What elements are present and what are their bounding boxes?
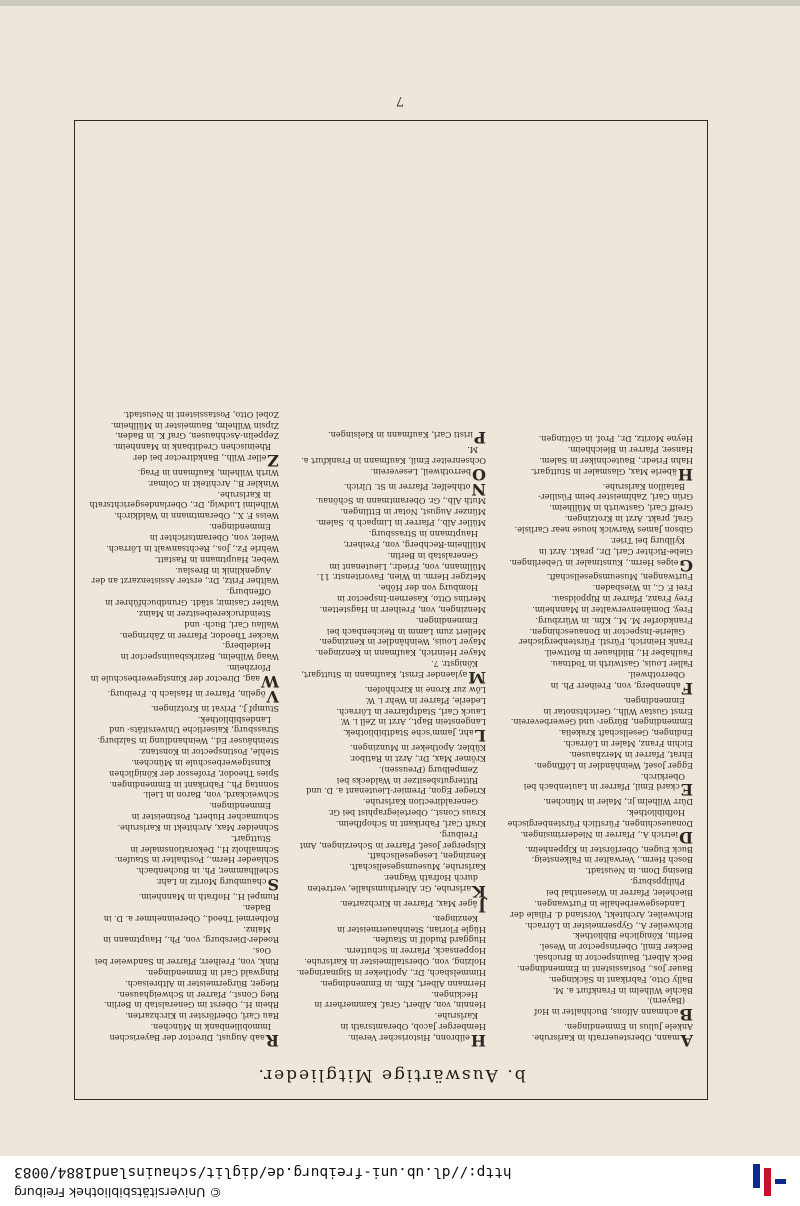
member-entry: Heilbronn, Historischer Verein. — [347, 1031, 486, 1050]
scanned-page — [0, 6, 800, 1156]
member-entry: Frey Franz, Pfarrer in Rippoldsau. — [551, 594, 693, 605]
member-entry: Muth Alb., Gr. Oberamtmann in Schönau. — [315, 496, 486, 507]
member-entry: Furtwangen, Museumsgesellschaft. — [546, 572, 693, 583]
member-entry: Hennin, von, Albert, Graf, Kammerherr in Heckingen. — [314, 989, 486, 1011]
member-entry: Rink, von, Freiherr, Pfarrer in Sandweier bei Oos. — [94, 946, 279, 968]
member-entry: Schmalholz H., Dekorationsmaler in Stuttgart. — [130, 833, 279, 855]
permalink-url[interactable]: http://dl.ub.uni-freiburg.de/diglit/schauinsland1884/0083 — [14, 1164, 512, 1180]
member-column-1 — [503, 433, 693, 1050]
member-entry: Lederle, Pfarrer in Wehr i. W. — [365, 695, 486, 706]
member-entry: Dürr Wilhelm jr., Maler in München. — [543, 797, 693, 808]
member-entry: Hermann Albert, Kfm. in Emmendingen. — [319, 978, 486, 989]
member-entry: Dietrich A., Pfarrer in Niederrimsingen. — [520, 827, 693, 847]
logo-bar-red — [764, 1168, 771, 1196]
member-entry: Schellhammer, Ph. in Buchenbach. — [136, 866, 279, 877]
member-entry: Zobel Otto, Postassistent in Neustadt. — [123, 409, 279, 420]
member-entry: Mayer Heinrich, Kaufmann in Kenzingen. — [315, 648, 486, 659]
member-entry: Müllheim-Rechberg, von, Freiherr, Hauptmann in Strassburg. — [343, 529, 486, 550]
member-entry: Walther Fritz, Dr., erster Assistenzarzt an der Augenklinik in Breslau. — [91, 565, 279, 587]
member-entry: Endingen, Gesellschaft Krakelia. — [558, 728, 693, 739]
member-entry: Bächle Wilhelm in Frankfurt a. M. — [552, 985, 693, 996]
member-column-3 — [89, 409, 279, 1050]
member-entry: Stehle, Postinspector in Konstanz. — [138, 747, 279, 758]
member-entry: Piristi Carl, Kaufmann in Kielsingen. — [328, 428, 486, 448]
member-entry: Graf, prakt. Arzt in Krotzingen. — [564, 514, 693, 525]
section-heading: b. Auswärtige Mitglieder. — [256, 1065, 526, 1085]
member-entry: Münzer August, Notar in Ettlingen. — [340, 507, 486, 518]
university-library-logo[interactable] — [746, 1164, 786, 1196]
member-entry: Langenstein Bapt., Arzt in Zell i. W. — [340, 717, 486, 728]
member-entry: Emmendingen, Bürger- und Gewerbeverein. — [510, 717, 693, 728]
member-entry: Schumacher Hubert, Postmeister in Emmendingen. — [131, 801, 279, 823]
logo-bar-blue-right — [753, 1164, 760, 1188]
member-entry: Rau Carl, Oberförster in Kirchzarten. — [125, 1011, 279, 1022]
member-entry: Kraus Const., Obertelegraphist bei Gr. Generaldirection Karlsruhe. — [328, 797, 486, 819]
member-entry: Ankele Julius in Emmendingen. — [564, 1022, 693, 1033]
member-entry: Faller Louis, Gastwirth in Todtnau. — [549, 659, 693, 670]
member-entry: Spies Theodor, Professor der Königlichen Kunstgewerbeschule in München. — [109, 757, 279, 779]
member-entry: Wirth Wilhelm, Kaufmann in Prag. — [137, 467, 279, 478]
member-entry: Ringwald Carl in Emmendingen. — [145, 967, 279, 978]
member-entry: Zeller Wilh., Bankdirector bei der Rheinischen Creditbank in Mannheim. — [112, 442, 279, 471]
member-entry: Buck Eugen, Oberförster in Kippenheim. — [525, 844, 693, 855]
member-entry: Hoppensack, Pfarrer in Schuttern. — [344, 946, 486, 957]
member-entry: Grün Carl, Zahlmeister beim Füsilier-Bataillon Karlsruhe. — [538, 481, 693, 503]
member-entry: Strassburg, Kaiserliche Universitäts- und Landesbibliothek. — [109, 714, 279, 736]
member-entry: Jäger Max, Pfarrer in Kirchzarten. — [339, 896, 486, 916]
member-entry: Rothermel Theod., Obereinnehmer a. D. in Baden. — [103, 902, 279, 924]
member-entry: Oberrothweil, Leseverein. — [370, 464, 486, 484]
member-entry: Biesing Dom. in Neustadt. — [585, 866, 693, 877]
header-text-block — [14, 1162, 574, 1200]
member-entry: Bichweiler, Architekt, Vorstand d. Filiale der Landesgewerbehalle in Furtwangen. — [510, 898, 693, 920]
member-entry: Himmelsbach, Dr., Apotheker in Sigmaringen. — [296, 967, 486, 978]
member-entry: Krieger Egon, Premier-Lieutenant a. D. und Rittergutsbesitzer in Waldecks bei Zempelburg (Preussen). — [306, 764, 486, 797]
member-entry: Weiler, von, Oberamtsrichter in Emmendingen. — [149, 522, 279, 544]
member-entry: Rieg Const., Pfarrer in Schweighausen. — [117, 989, 279, 1000]
viewer-bottom-edge — [0, 0, 800, 6]
member-entry: Waag Wilhelm, Bezirksbauinspector in Heidelberg. — [120, 641, 279, 663]
member-entry: Häberle Max, Glasmaler in Stuttgart. — [530, 464, 693, 484]
member-entry: Schweickard, von, Baron in Lieli. — [142, 790, 279, 801]
member-entry: Zipsin Wilhelm, Baumeister in Müllheim. — [110, 420, 279, 431]
member-entry: Faulhaber H., Bildhauer in Rottweil. — [543, 648, 693, 659]
member-entry: Schlaeder Herm., Posthalter in Staufen. — [114, 855, 279, 866]
page-frame — [74, 120, 708, 1100]
member-entry: Weber, Hauptmann in Rastatt. — [154, 554, 279, 565]
member-entry: Krömer Max, Dr., Arzt in Ratibor. — [349, 753, 486, 764]
member-entry: Rieger, Bürgermeister in Altbreisach. — [125, 978, 279, 989]
member-entry: Kraft Carl, Fabrikant in Schopfheim. — [335, 818, 486, 829]
member-entry: Roeder-Diersburg, von, Ph., Hauptmann in Mainz. — [103, 924, 279, 946]
member-entry: Steinhäuser Ed., Weinhandlung in Salzburg. — [97, 736, 279, 747]
member-entry: Ehrat, Pfarrer in Merzhausen. — [568, 749, 693, 760]
page-number: 7 — [395, 93, 405, 108]
member-entry: Mayer Louis, Weinhändler in Kenzingen. — [319, 637, 486, 648]
member-entry: Egger Josef, Weinhändler in Löffingen. — [534, 760, 693, 771]
member-entry: Berlin, Königliche Bibliothek. — [572, 931, 693, 942]
member-entry: Rhein H., Oberst im Generalstab in Berlin. — [103, 1000, 279, 1011]
member-entry: Gibson James Warwick house near Carlisle. — [514, 525, 693, 536]
member-entry: Hügle Florian, Steinhauermeister in Kenzingen. — [337, 913, 486, 935]
member-entry: Karlsruhe, Museumsgesellschaft. — [349, 862, 486, 873]
member-entry: Karlsruhe, Gr. Alterthumshalle, vertreten durch Hofrath Wagner. — [307, 873, 486, 902]
member-entry: Mertins Otto, Kasernen-Inspector in Homburg von der Höhe. — [337, 583, 486, 605]
member-entry: Wallau Carl, Buch- und Steindruckereibesitzer in Mainz. — [136, 608, 279, 630]
member-entry: Weiss F. X., Oberamtmann in Waldkirch. — [114, 511, 279, 522]
copyright-notice: © Universitätsbibliothek Freiburg — [14, 1185, 222, 1200]
member-column-2 — [296, 428, 486, 1050]
member-entry: Bachmann Alfons, Buchhalter in Hof (Bayern). — [534, 996, 693, 1025]
member-entry: Schneider Max, Architekt in Karlsruhe. — [117, 822, 279, 833]
member-entry: Hahn Friedr., Bautechniker in Salem. — [539, 455, 693, 466]
member-entry: Schaumburg Moritz in Lahr. — [155, 875, 279, 895]
member-entry: Kilsperger Josef, Pfarrer in Scherzingen, Amt Freiburg. — [299, 829, 486, 851]
member-entry: Maylaender Ernst, Kaufmann in Stuttgart, Königstr. 7. — [301, 659, 486, 687]
member-entry: Fahnenberg, von, Freiherr Ph. in Oberrothweil. — [550, 670, 693, 698]
member-entry: Menzingen, von, Freiherr in Hagstetten. — [319, 604, 486, 615]
member-entry: Frey, Domänenverwalter in Mannheim. — [532, 604, 693, 615]
member-entry: Winkler B., Architekt in Colmar. — [147, 478, 279, 489]
member-entry: Bosch Herm., Verwalter in Falkensteig. — [531, 855, 693, 866]
member-entry: Frankdorfer M. M., Kfm. in Würzburg. — [535, 615, 693, 626]
member-entry: Zeppelin-Aschhausen, Graf K. in Baden. — [115, 431, 279, 442]
member-entry: Frei F. C., in Wiesbaden. — [592, 583, 693, 594]
member-entry: Eckard Emil, Pfarrer in Lautenbach bei Oberkirch. — [523, 771, 693, 800]
member-entry: Rumpel H., Hofrath in Mannheim. — [138, 892, 279, 903]
member-entry: Mellert zum Lamm in Reichenbach bei Emmendingen. — [326, 615, 486, 637]
member-entry: Wilhelmi Ludwig, Dr., Oberlandesgerichtsrath in Karlsruhe. — [89, 489, 279, 511]
member-entry: Heyne Moritz, Dr., Prof. in Göttingen. — [538, 434, 693, 445]
member-entry: Greiff Carl, Gastwirth in Müllheim. — [549, 503, 693, 514]
member-entry: Lahr, Jamm'sche Stadtbibliothek. — [342, 726, 486, 746]
member-entry: Wehrle Fz., Jos., Rechtsanwalt in Lörrach. — [106, 543, 279, 554]
member-entry: Walter Casimir, städt. Grundbuchführer in Offenburg. — [105, 587, 279, 609]
member-entry: Löw zur Krone in Kirchhofen. — [364, 684, 486, 695]
member-entry: Raab August, Director der Bayerischen Immobilienbank in München. — [109, 1022, 279, 1050]
member-entry: Ochsenreiter Emil, Kaufmann in Frankfurt a. M. — [301, 445, 486, 466]
member-entry: Biecheler, Pfarrer in Wiesenthal bei Philippsburg. — [546, 877, 693, 899]
member-entry: Kenzingen, Lesegesellschaft. — [367, 851, 486, 862]
member-entry: Giebe-Richter Carl, Dr., prakt. Arzt in Kyllburg bei Trier. — [538, 535, 693, 557]
member-entry: Amann, Obersteuerrath in Karlsruhe. — [531, 1031, 693, 1050]
logo-bar-blue-left — [775, 1179, 786, 1184]
member-entry: Frank Heinrich, Fürstl. Fürstenbergischer Galerie-Inspector in Donaueschingen. — [518, 626, 693, 648]
member-entry: Huggard Rudolf in Staufen. — [372, 935, 486, 946]
member-entry: Beck Albert, Bauinspector in Bruchsal. — [533, 953, 693, 964]
member-entry: Bauer Jos., Postassistent in Emmendingen. — [517, 963, 693, 974]
member-entry: Bichweiler A., Gypsermeister in Lörrach. — [524, 920, 693, 931]
member-entry: Vögelin, Pfarrer in Haslach b. Freiburg. — [107, 686, 279, 706]
member-entry: Sonntag Ph., Fabrikant in Emmendingen. — [109, 779, 279, 790]
member-entry: Nothhelfer, Pfarrer in St. Ulrich. — [343, 479, 486, 499]
member-entry: Lauck Carl, Stadtpfarrer in Lörrach. — [336, 706, 486, 717]
member-entry: Bally Otto, Fabrikant in Säckingen. — [548, 974, 693, 985]
member-entry: Waag, Director der Kunstgewerbeschule in Pforzheim. — [90, 663, 279, 691]
member-entry: Holzing, von, Oberstallmeister in Karlsruhe. — [304, 957, 486, 968]
member-entry: Stumpf J., Privat in Krotzingen. — [150, 703, 279, 714]
library-header-bar — [0, 1155, 800, 1206]
member-entry: Ernst Gustav Wilh., Gerichtsnotar in Emmendingen. — [543, 695, 693, 717]
member-entry: Hemberger Jacob, Oberamtsrath in Karlsruhe. — [340, 1011, 486, 1033]
member-entry: Becker Emil, Oberinspector in Wesel. — [539, 942, 693, 953]
member-entry: Eichin Franz, Maler in Lörrach. — [563, 739, 693, 750]
member-entry: Geiges Herm., Kunstmaler in Ueberlingen. — [509, 555, 693, 575]
member-entry: Hanser, Pfarrer in Bleichheim. — [567, 445, 693, 456]
member-entry: Müllmann, von, Friedr., Lieutenant im Generalstab in Berlin. — [329, 550, 486, 572]
member-entry: Kübler, Apotheker in Munzingen. — [350, 743, 486, 754]
member-entry: Müller Alb., Pfarrer in Limpach b. Salem. — [315, 518, 486, 529]
member-entry: Metzger Herm. in Wien, Favoritenstr. 11. — [316, 572, 486, 583]
member-entry: Donaueschingen, Fürstlich Fürstenbergische Hofbibliothek. — [507, 808, 693, 829]
member-entry: Wacker Theodor, Pfarrer in Zähringen. — [119, 630, 279, 641]
